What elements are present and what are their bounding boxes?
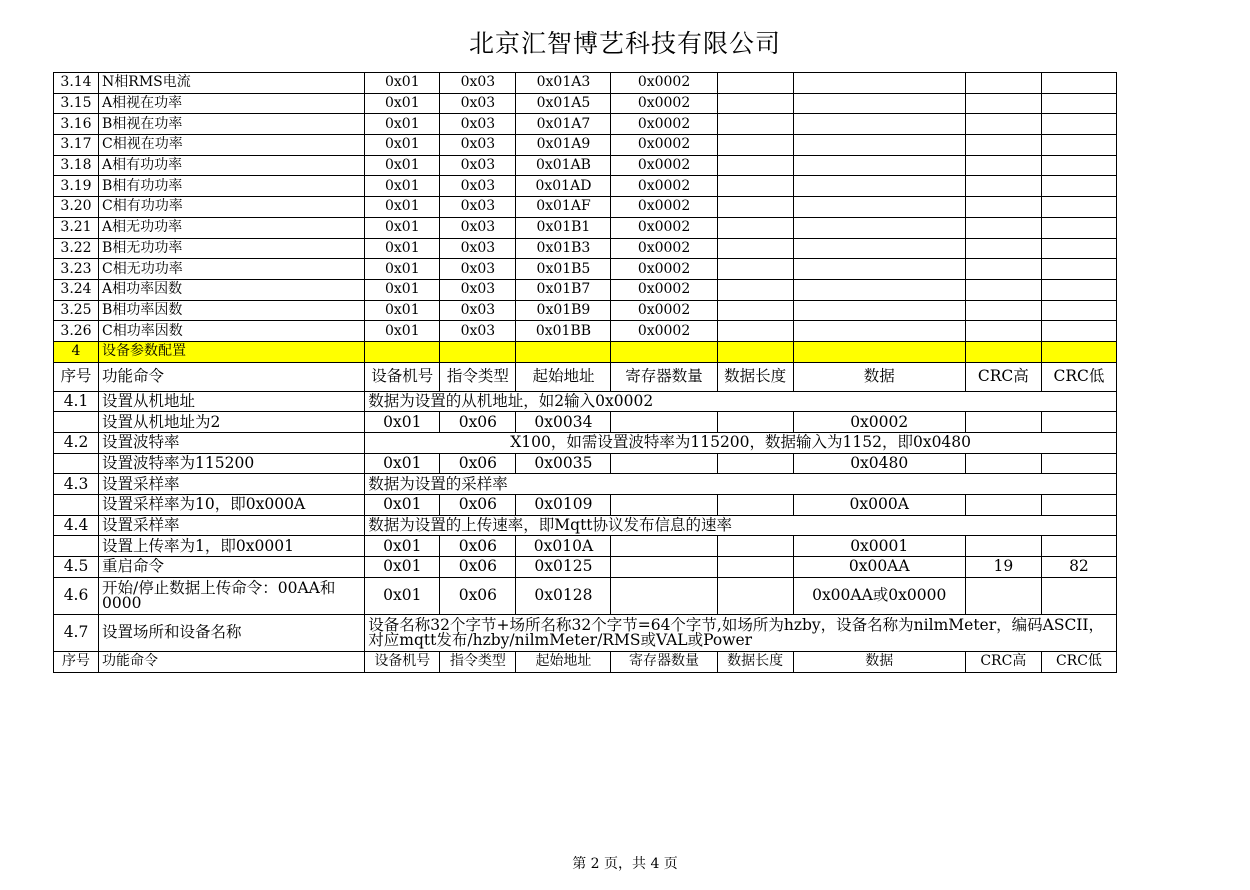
cell-len xyxy=(717,321,793,342)
header-func: 功能命令 xyxy=(99,651,365,672)
cell-func: 设置场所和设备名称 xyxy=(99,614,365,651)
cell-dev: 0x01 xyxy=(365,176,440,197)
table-row xyxy=(54,73,1117,94)
cell-func: A相视在功率 xyxy=(99,93,365,114)
cell-no: 3.23 xyxy=(54,259,99,280)
cell-no: 3.25 xyxy=(54,300,99,321)
cell-crcl xyxy=(1041,176,1116,197)
cell-regs: 0x0002 xyxy=(611,155,717,176)
cell-crcl: 82 xyxy=(1041,557,1116,578)
cell-crch xyxy=(965,114,1041,135)
cell-addr: 0x01B1 xyxy=(516,217,611,238)
cell-crch xyxy=(965,279,1041,300)
cell-regs: 0x0002 xyxy=(611,259,717,280)
cell-cmd: 0x06 xyxy=(440,453,516,474)
cell-regs: 0x0002 xyxy=(611,238,717,259)
header-data: 数据 xyxy=(793,651,965,672)
cell-no: 3.15 xyxy=(54,93,99,114)
header-crcl: CRC低 xyxy=(1041,651,1116,672)
header-crch: CRC高 xyxy=(965,362,1041,391)
row-4-4 xyxy=(54,515,1117,536)
cell-dev: 0x01 xyxy=(365,73,440,94)
cell-dev: 0x01 xyxy=(365,217,440,238)
cell-len xyxy=(717,259,793,280)
cell-crch xyxy=(965,321,1041,342)
cell-dev: 0x01 xyxy=(365,577,440,614)
table-row xyxy=(54,300,1117,321)
cell-cmd: 0x03 xyxy=(440,300,516,321)
cell-dev: 0x01 xyxy=(365,155,440,176)
cell-crcl xyxy=(1041,114,1116,135)
cell-addr: 0x01A7 xyxy=(516,114,611,135)
cell-addr: 0x01B9 xyxy=(516,300,611,321)
cell-crcl xyxy=(1041,321,1116,342)
cell-regs: 0x0002 xyxy=(611,197,717,218)
row-4-1-sub xyxy=(54,412,1117,433)
cell-cmd: 0x03 xyxy=(440,197,516,218)
cell-addr: 0x01A9 xyxy=(516,135,611,156)
row-4-3 xyxy=(54,474,1117,495)
cell-data xyxy=(793,238,965,259)
cell-len xyxy=(717,238,793,259)
cell-crch xyxy=(965,155,1041,176)
cell-dev: 0x01 xyxy=(365,238,440,259)
cell-addr: 0x0109 xyxy=(516,495,611,516)
cell-data: 0x00AA或0x0000 xyxy=(793,577,965,614)
cell-regs: 0x0002 xyxy=(611,176,717,197)
cell-dev: 0x01 xyxy=(365,279,440,300)
table-row xyxy=(54,114,1117,135)
cell-no: 4.4 xyxy=(54,515,99,536)
cell-no: 4.1 xyxy=(54,391,99,412)
cell-crcl xyxy=(1041,155,1116,176)
cell-crch xyxy=(965,73,1041,94)
cell-crcl xyxy=(1041,73,1116,94)
cell-no: 3.22 xyxy=(54,238,99,259)
cell-regs: 0x0002 xyxy=(611,135,717,156)
cell-cmd: 0x03 xyxy=(440,155,516,176)
cell-dev: 0x01 xyxy=(365,197,440,218)
cell-len xyxy=(717,197,793,218)
cell-regs: 0x0002 xyxy=(611,279,717,300)
cell-cmd: 0x03 xyxy=(440,135,516,156)
cell-crch: 19 xyxy=(965,557,1041,578)
cell-func: C相有功功率 xyxy=(99,197,365,218)
cell-data: 0x00AA xyxy=(793,557,965,578)
cell-desc: 数据为设置的采样率 xyxy=(365,474,1117,495)
cell-func: 设置采样率 xyxy=(99,515,365,536)
cell-data: 0x000A xyxy=(793,495,965,516)
header-addr: 起始地址 xyxy=(516,362,611,391)
header-data: 数据 xyxy=(793,362,965,391)
cell-data xyxy=(793,217,965,238)
cell-data xyxy=(793,279,965,300)
cell-func: 开始/停止数据上传命令：00AA和0000 xyxy=(99,577,365,614)
cell-dev: 0x01 xyxy=(365,114,440,135)
header-dev: 设备机号 xyxy=(365,651,440,672)
cell-addr: 0x01BB xyxy=(516,321,611,342)
table-row xyxy=(54,259,1117,280)
cell-dev: 0x01 xyxy=(365,453,440,474)
row-4-7 xyxy=(54,614,1117,651)
cell-no: 3.14 xyxy=(54,73,99,94)
cell-dev: 0x01 xyxy=(365,135,440,156)
register-table xyxy=(53,72,1117,673)
cell-data xyxy=(793,321,965,342)
cell-regs: 0x0002 xyxy=(611,73,717,94)
cell-data xyxy=(793,259,965,280)
header-row xyxy=(54,362,1117,391)
cell-dev: 0x01 xyxy=(365,495,440,516)
page-footer: 第 2 页，共 4 页 xyxy=(572,856,678,872)
cell-len xyxy=(717,73,793,94)
header-cmd: 指令类型 xyxy=(440,651,516,672)
cell-crcl xyxy=(1041,217,1116,238)
cell-addr: 0x01AD xyxy=(516,176,611,197)
cell-data: 0x0001 xyxy=(793,536,965,557)
cell-cmd: 0x03 xyxy=(440,238,516,259)
cell-len xyxy=(717,217,793,238)
cell-no: 3.21 xyxy=(54,217,99,238)
cell-len xyxy=(717,279,793,300)
cell-data: 0x0002 xyxy=(793,412,965,433)
cell-no: 3.18 xyxy=(54,155,99,176)
cell-crch xyxy=(965,217,1041,238)
cell-cmd: 0x03 xyxy=(440,279,516,300)
cell-regs: 0x0002 xyxy=(611,114,717,135)
cell-func: 设备参数配置 xyxy=(99,341,365,362)
row-4-5 xyxy=(54,557,1117,578)
cell-crcl xyxy=(1041,300,1116,321)
cell-crch xyxy=(965,300,1041,321)
cell-crcl xyxy=(1041,279,1116,300)
header-addr: 起始地址 xyxy=(516,651,611,672)
cell-dev: 0x01 xyxy=(365,300,440,321)
cell-no: 4.2 xyxy=(54,433,99,454)
cell-no: 3.17 xyxy=(54,135,99,156)
cell-cmd: 0x06 xyxy=(440,495,516,516)
cell-no: 3.16 xyxy=(54,114,99,135)
cell-cmd: 0x03 xyxy=(440,73,516,94)
cell-len xyxy=(717,93,793,114)
cell-len xyxy=(717,155,793,176)
cell-data xyxy=(793,73,965,94)
cell-func: 设置从机地址 xyxy=(99,391,365,412)
cell-addr: 0x01A5 xyxy=(516,93,611,114)
cell-data xyxy=(793,155,965,176)
header-cmd: 指令类型 xyxy=(440,362,516,391)
cell-no: 4.3 xyxy=(54,474,99,495)
header-no: 序号 xyxy=(54,651,99,672)
cell-func: 设置采样率为10，即0x000A xyxy=(99,495,365,516)
cell-dev: 0x01 xyxy=(365,259,440,280)
cell-dev: 0x01 xyxy=(365,536,440,557)
cell-no: 3.19 xyxy=(54,176,99,197)
row-4-1 xyxy=(54,391,1117,412)
cell-len xyxy=(717,300,793,321)
cell-addr: 0x0034 xyxy=(516,412,611,433)
row-4-2 xyxy=(54,433,1117,454)
cell-cmd: 0x06 xyxy=(440,412,516,433)
cell-dev: 0x01 xyxy=(365,412,440,433)
cell-cmd: 0x03 xyxy=(440,176,516,197)
cell-dev: 0x01 xyxy=(365,93,440,114)
cell-no: 4 xyxy=(54,341,99,362)
cell-func: A相功率因数 xyxy=(99,279,365,300)
cell-crcl xyxy=(1041,135,1116,156)
cell-func: 设置从机地址为2 xyxy=(99,412,365,433)
cell-func: 重启命令 xyxy=(99,557,365,578)
row-4-3-sub xyxy=(54,495,1117,516)
cell-crcl xyxy=(1041,238,1116,259)
row-4-6 xyxy=(54,577,1117,614)
header-func: 功能命令 xyxy=(99,362,365,391)
section-row-4 xyxy=(54,341,1117,362)
table-row xyxy=(54,176,1117,197)
cell-crcl xyxy=(1041,93,1116,114)
cell-no: 4.6 xyxy=(54,577,99,614)
cell-data xyxy=(793,135,965,156)
cell-addr: 0x010A xyxy=(516,536,611,557)
cell-no: 4.5 xyxy=(54,557,99,578)
cell-dev: 0x01 xyxy=(365,321,440,342)
table-row xyxy=(54,279,1117,300)
cell-data xyxy=(793,197,965,218)
cell-len xyxy=(717,135,793,156)
company-title: 北京汇智博艺科技有限公司 xyxy=(468,29,781,58)
header-dev: 设备机号 xyxy=(365,362,440,391)
header-crcl: CRC低 xyxy=(1041,362,1116,391)
cell-addr: 0x01AB xyxy=(516,155,611,176)
cell-cmd: 0x03 xyxy=(440,114,516,135)
cell-cmd: 0x03 xyxy=(440,93,516,114)
cell-func: B相有功功率 xyxy=(99,176,365,197)
table-row xyxy=(54,155,1117,176)
cell-addr: 0x01AF xyxy=(516,197,611,218)
header-no: 序号 xyxy=(54,362,99,391)
cell-func: B相功率因数 xyxy=(99,300,365,321)
cell-crch xyxy=(965,238,1041,259)
header-len: 数据长度 xyxy=(717,651,793,672)
cell-cmd: 0x03 xyxy=(440,259,516,280)
header-regs: 寄存器数量 xyxy=(611,651,717,672)
cell-cmd: 0x03 xyxy=(440,321,516,342)
cell-len xyxy=(717,114,793,135)
cell-func: 设置波特率 xyxy=(99,433,365,454)
table-row xyxy=(54,217,1117,238)
table-row xyxy=(54,197,1117,218)
cell-func: C相视在功率 xyxy=(99,135,365,156)
cell-no: 3.20 xyxy=(54,197,99,218)
table-row xyxy=(54,321,1117,342)
header-regs: 寄存器数量 xyxy=(611,362,717,391)
cell-no: 3.24 xyxy=(54,279,99,300)
cell-no: 4.7 xyxy=(54,614,99,651)
cell-func: N相RMS电流 xyxy=(99,73,365,94)
header-row-repeat xyxy=(54,651,1117,672)
cell-desc: 数据为设置的上传速率，即Mqtt协议发布信息的速率 xyxy=(365,515,1117,536)
cell-regs: 0x0002 xyxy=(611,217,717,238)
table-row xyxy=(54,93,1117,114)
cell-addr: 0x01B5 xyxy=(516,259,611,280)
cell-addr: 0x01A3 xyxy=(516,73,611,94)
cell-regs: 0x0002 xyxy=(611,300,717,321)
cell-cmd: 0x06 xyxy=(440,577,516,614)
cell-cmd: 0x06 xyxy=(440,536,516,557)
cell-crcl xyxy=(1041,259,1116,280)
table-row xyxy=(54,238,1117,259)
cell-cmd: 0x03 xyxy=(440,217,516,238)
row-4-2-sub xyxy=(54,453,1117,474)
header-len: 数据长度 xyxy=(717,362,793,391)
cell-cmd: 0x06 xyxy=(440,557,516,578)
cell-func: C相功率因数 xyxy=(99,321,365,342)
cell-addr: 0x0125 xyxy=(516,557,611,578)
cell-crch xyxy=(965,259,1041,280)
cell-func: 设置采样率 xyxy=(99,474,365,495)
cell-desc: X100，如需设置波特率为115200，数据输入为1152，即0x0480 xyxy=(365,433,1117,454)
cell-regs: 0x0002 xyxy=(611,321,717,342)
cell-func: C相无功功率 xyxy=(99,259,365,280)
cell-crch xyxy=(965,176,1041,197)
cell-addr: 0x0128 xyxy=(516,577,611,614)
cell-func: B相视在功率 xyxy=(99,114,365,135)
cell-dev: 0x01 xyxy=(365,557,440,578)
cell-func: 设置上传率为1，即0x0001 xyxy=(99,536,365,557)
cell-desc: 数据为设置的从机地址，如2输入0x0002 xyxy=(365,391,1117,412)
header-crch: CRC高 xyxy=(965,651,1041,672)
cell-func: B相无功功率 xyxy=(99,238,365,259)
cell-len xyxy=(717,176,793,197)
cell-crch xyxy=(965,197,1041,218)
cell-func: A相有功功率 xyxy=(99,155,365,176)
cell-data: 0x0480 xyxy=(793,453,965,474)
cell-addr: 0x0035 xyxy=(516,453,611,474)
table-row xyxy=(54,135,1117,156)
cell-data xyxy=(793,93,965,114)
cell-addr: 0x01B3 xyxy=(516,238,611,259)
cell-addr: 0x01B7 xyxy=(516,279,611,300)
cell-crch xyxy=(965,135,1041,156)
cell-desc: 设备名称32个字节+场所名称32个字节=64个字节,如场所为hzby，设备名称为nilmMeter，编码ASCII，对应mqtt发布/hzby/nilmMeter/RMS或VAL或Power xyxy=(365,614,1117,651)
row-4-4-sub xyxy=(54,536,1117,557)
cell-crch xyxy=(965,93,1041,114)
cell-crcl xyxy=(1041,197,1116,218)
cell-regs: 0x0002 xyxy=(611,93,717,114)
cell-data xyxy=(793,114,965,135)
cell-data xyxy=(793,300,965,321)
cell-func: 设置波特率为115200 xyxy=(99,453,365,474)
cell-data xyxy=(793,176,965,197)
cell-func: A相无功功率 xyxy=(99,217,365,238)
cell-no: 3.26 xyxy=(54,321,99,342)
